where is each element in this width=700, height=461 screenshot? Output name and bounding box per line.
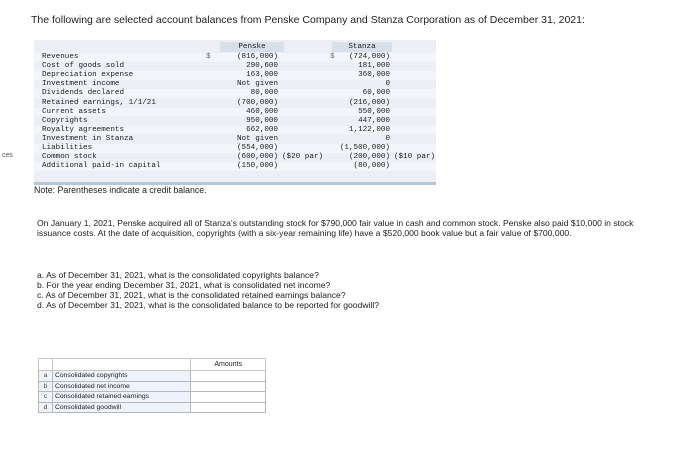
- account-label: Depreciation expense: [42, 71, 134, 80]
- consolidated-copyrights-input[interactable]: [191, 371, 266, 382]
- account-label: Additional paid-in capital: [42, 162, 161, 171]
- intro-text: The following are selected account balances from Penske Company and Stanza Corporation as of December 31, 2021:: [31, 14, 585, 26]
- answer-label: Consolidated goodwill: [52, 402, 190, 413]
- stanza-value: 0: [385, 80, 390, 89]
- penske-value: 460,000: [246, 107, 278, 116]
- penske-value: 662,000: [246, 125, 278, 134]
- answer-letter: c: [39, 392, 53, 403]
- answer-letter: a: [39, 371, 53, 382]
- acquisition-paragraph: On January 1, 2021, Penske acquired all of Stanza's outstanding stock for $790,000 fair value in cash and common stock. Penske also paid $10,000 in stock issuance costs. At the date of acquisition, copyrights (with a six-year remaining life) have a $520,000 book value but a fair value of $700,000.: [37, 218, 634, 239]
- table-row: [34, 62, 436, 71]
- questions-list: [37, 270, 637, 310]
- account-label: Retained earnings, 1/1/21: [42, 98, 156, 107]
- penske-value: (150,000): [236, 162, 278, 171]
- question-c: c. As of December 31, 2021, what is the consolidated retained earnings balance?: [37, 290, 346, 300]
- stanza-value: 1,122,000: [348, 125, 390, 134]
- penske-header: Penske: [238, 43, 266, 51]
- stanza-value: (80,000): [353, 162, 390, 171]
- table-row: [34, 144, 436, 153]
- stanza-value: (1,500,000): [339, 144, 390, 152]
- answer-label: Consolidated copyrights: [52, 371, 190, 382]
- account-label: Liabilities: [42, 144, 93, 152]
- table-row: [34, 162, 436, 171]
- penske-value: Not given: [236, 80, 278, 89]
- answer-letter: d: [39, 402, 53, 413]
- stanza-header: Stanza: [348, 43, 376, 51]
- stanza-value: (200,000): [348, 153, 390, 162]
- penske-value: (700,000): [236, 98, 278, 107]
- question-d: d. As of December 31, 2021, what is the consolidated balance to be reported for goodwill?: [37, 300, 380, 310]
- account-label: Copyrights: [42, 116, 88, 125]
- answer-table: [38, 358, 266, 413]
- account-label: Investment in Stanza: [42, 134, 134, 143]
- penske-value: (816,000): [236, 53, 278, 61]
- consolidated-net-income-input[interactable]: [191, 381, 266, 392]
- answer-label: Consolidated net income: [52, 381, 190, 392]
- table-row: [34, 117, 436, 126]
- stanza-value: (724,000): [348, 53, 390, 61]
- table-row: [34, 71, 436, 80]
- question-b: b. For the year ending December 31, 2021, what is consolidated net income?: [37, 280, 331, 290]
- account-label: Dividends declared: [42, 89, 125, 98]
- stanza-value: (216,000): [348, 98, 390, 107]
- account-label: Revenues: [42, 53, 79, 61]
- table-row: [34, 108, 436, 117]
- penske-value: 290,600: [246, 62, 278, 71]
- account-label: Investment income: [42, 80, 120, 89]
- consolidated-goodwill-input[interactable]: [191, 402, 266, 413]
- penske-dollar-sign: $: [206, 53, 211, 61]
- table-row: [34, 135, 436, 144]
- penske-value: (554,000): [236, 144, 278, 152]
- penske-value: 163,000: [246, 71, 278, 80]
- question-a: a. As of December 31, 2021, what is the consolidated copyrights balance?: [37, 270, 319, 280]
- stanza-value: 0: [385, 134, 390, 143]
- account-label: Current assets: [42, 107, 106, 116]
- amounts-header: Amounts: [191, 359, 266, 371]
- answer-letter: b: [39, 381, 53, 392]
- answer-label: Consolidated retained earnings: [52, 392, 190, 403]
- stanza-value: 360,000: [358, 71, 390, 80]
- table-row: [34, 80, 436, 89]
- table-row: [34, 99, 436, 108]
- table-row: [34, 126, 436, 135]
- stanza-dollar-sign: $: [330, 53, 335, 61]
- account-label: Common stock: [42, 153, 97, 162]
- table-row: [34, 53, 436, 62]
- account-label: Cost of goods sold: [42, 62, 125, 71]
- penske-value: Not given: [236, 134, 278, 143]
- account-balances-table: [34, 40, 436, 182]
- penske-value: 80,000: [250, 89, 278, 98]
- stanza-par-value: ($10 par): [394, 153, 436, 162]
- stanza-value: 181,000: [358, 62, 390, 71]
- account-label: Royalty agreements: [42, 125, 125, 134]
- table-row: [34, 153, 436, 162]
- consolidated-retained-earnings-input[interactable]: [191, 392, 266, 403]
- penske-par-value: ($20 par): [282, 153, 324, 162]
- stanza-value: 447,000: [358, 116, 390, 125]
- penske-value: (600,000): [236, 153, 278, 162]
- side-label: ces: [2, 152, 13, 159]
- table-row: [34, 89, 436, 98]
- penske-value: 950,000: [246, 116, 278, 125]
- credit-balance-note: Note: Parentheses indicate a credit balance.: [34, 185, 207, 195]
- stanza-value: 550,000: [358, 107, 390, 116]
- stanza-value: 60,000: [362, 89, 390, 98]
